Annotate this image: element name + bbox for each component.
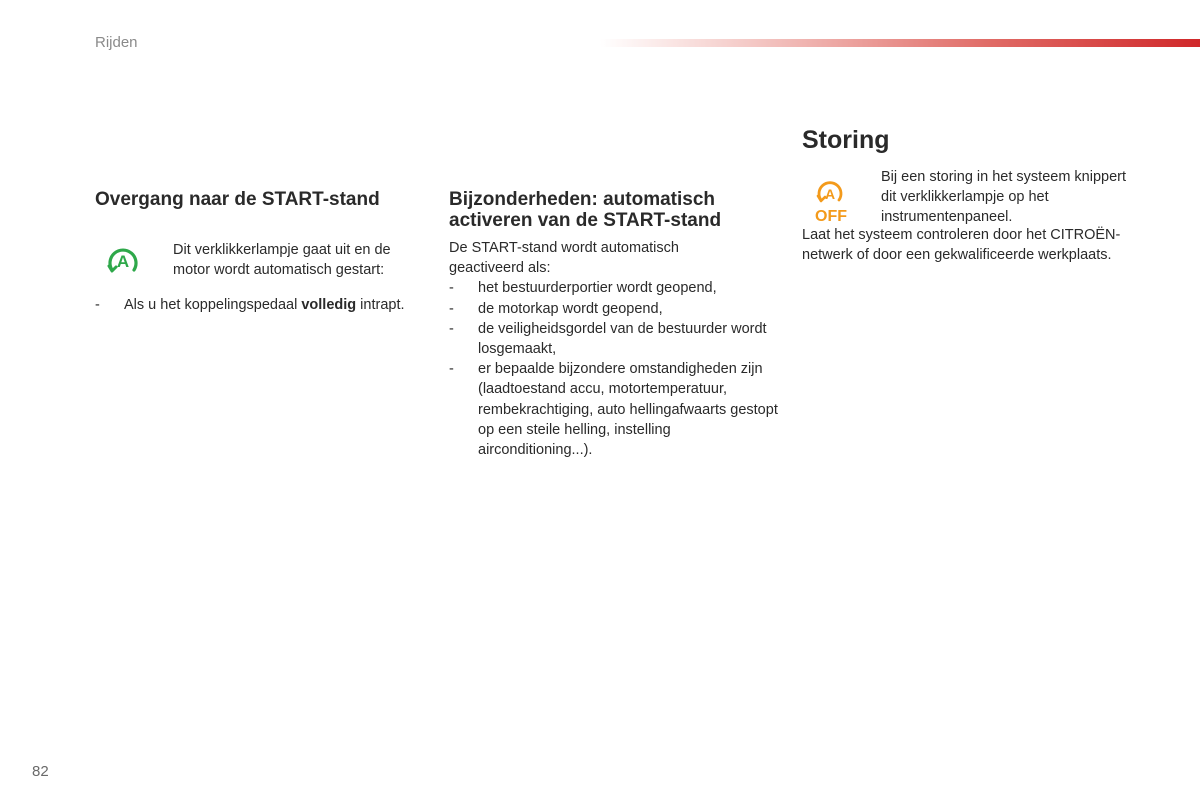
col2-intro: De START-stand wordt automatisch geactiveerd als: xyxy=(449,240,679,277)
col1-heading: Overgang naar de START-stand xyxy=(95,189,380,210)
column-malfunction xyxy=(802,126,1142,265)
svg-text:A: A xyxy=(116,252,130,271)
section-label: Rijden xyxy=(95,34,138,51)
list-dash: - xyxy=(449,320,454,337)
col1-bullet-list xyxy=(95,295,415,315)
list-item xyxy=(449,299,779,319)
list-dash: - xyxy=(449,300,454,317)
col3-heading: Storing xyxy=(802,126,890,154)
header-accent-bar xyxy=(600,39,1200,47)
list-text: het bestuurderportier wordt geopend, xyxy=(478,280,717,297)
svg-text:A: A xyxy=(824,186,836,202)
col1-indicator-text: Dit verklikkerlampje gaat uit en de motor wordt automatisch gestart: xyxy=(173,242,391,279)
list-item xyxy=(449,319,779,359)
page-number: 82 xyxy=(32,763,49,780)
col2-heading-line2: activeren van de START-stand xyxy=(449,210,722,231)
col1-indicator-row xyxy=(95,240,415,283)
list-item xyxy=(95,295,415,315)
list-item xyxy=(449,359,779,460)
col3-body: Laat het systeem controleren door het CITROËN-netwerk of door een gekwalificeerde werkplaats. xyxy=(802,227,1121,264)
list-text-bold: volledig xyxy=(301,297,357,313)
column-special-cases xyxy=(449,189,779,460)
list-dash: - xyxy=(449,280,454,297)
col2-heading xyxy=(449,189,779,231)
auto-off-orange-icon xyxy=(802,174,881,229)
list-text-before: Als u het koppelingspedaal xyxy=(124,297,302,313)
list-text: er bepaalde bijzondere omstandigheden zijn (laadtoestand accu, motortemperatuur, rembekrachtiging, auto hellingafwaarts gestopt op een steile helling, instelling airconditioning...). xyxy=(478,361,778,459)
list-item xyxy=(449,278,779,298)
col2-heading-line1: Bijzonderheden: automatisch xyxy=(449,189,716,210)
list-dash: - xyxy=(449,361,454,378)
list-text: de motorkap wordt geopend, xyxy=(478,300,663,317)
list-text: de veiligheidsgordel van de bestuurder wordt losgemaakt, xyxy=(478,320,767,358)
col2-bullet-list xyxy=(449,278,779,460)
col3-indicator-text: Bij een storing in het systeem knippert dit verklikkerlampje op het instrumentenpaneel. xyxy=(881,169,1127,226)
column-start-transition xyxy=(95,189,415,315)
list-text-after: intrapt. xyxy=(356,297,405,313)
off-icon-label: OFF xyxy=(815,208,847,224)
col3-indicator-row xyxy=(802,169,1142,229)
auto-start-green-icon xyxy=(95,240,173,283)
list-dash: - xyxy=(95,297,100,313)
